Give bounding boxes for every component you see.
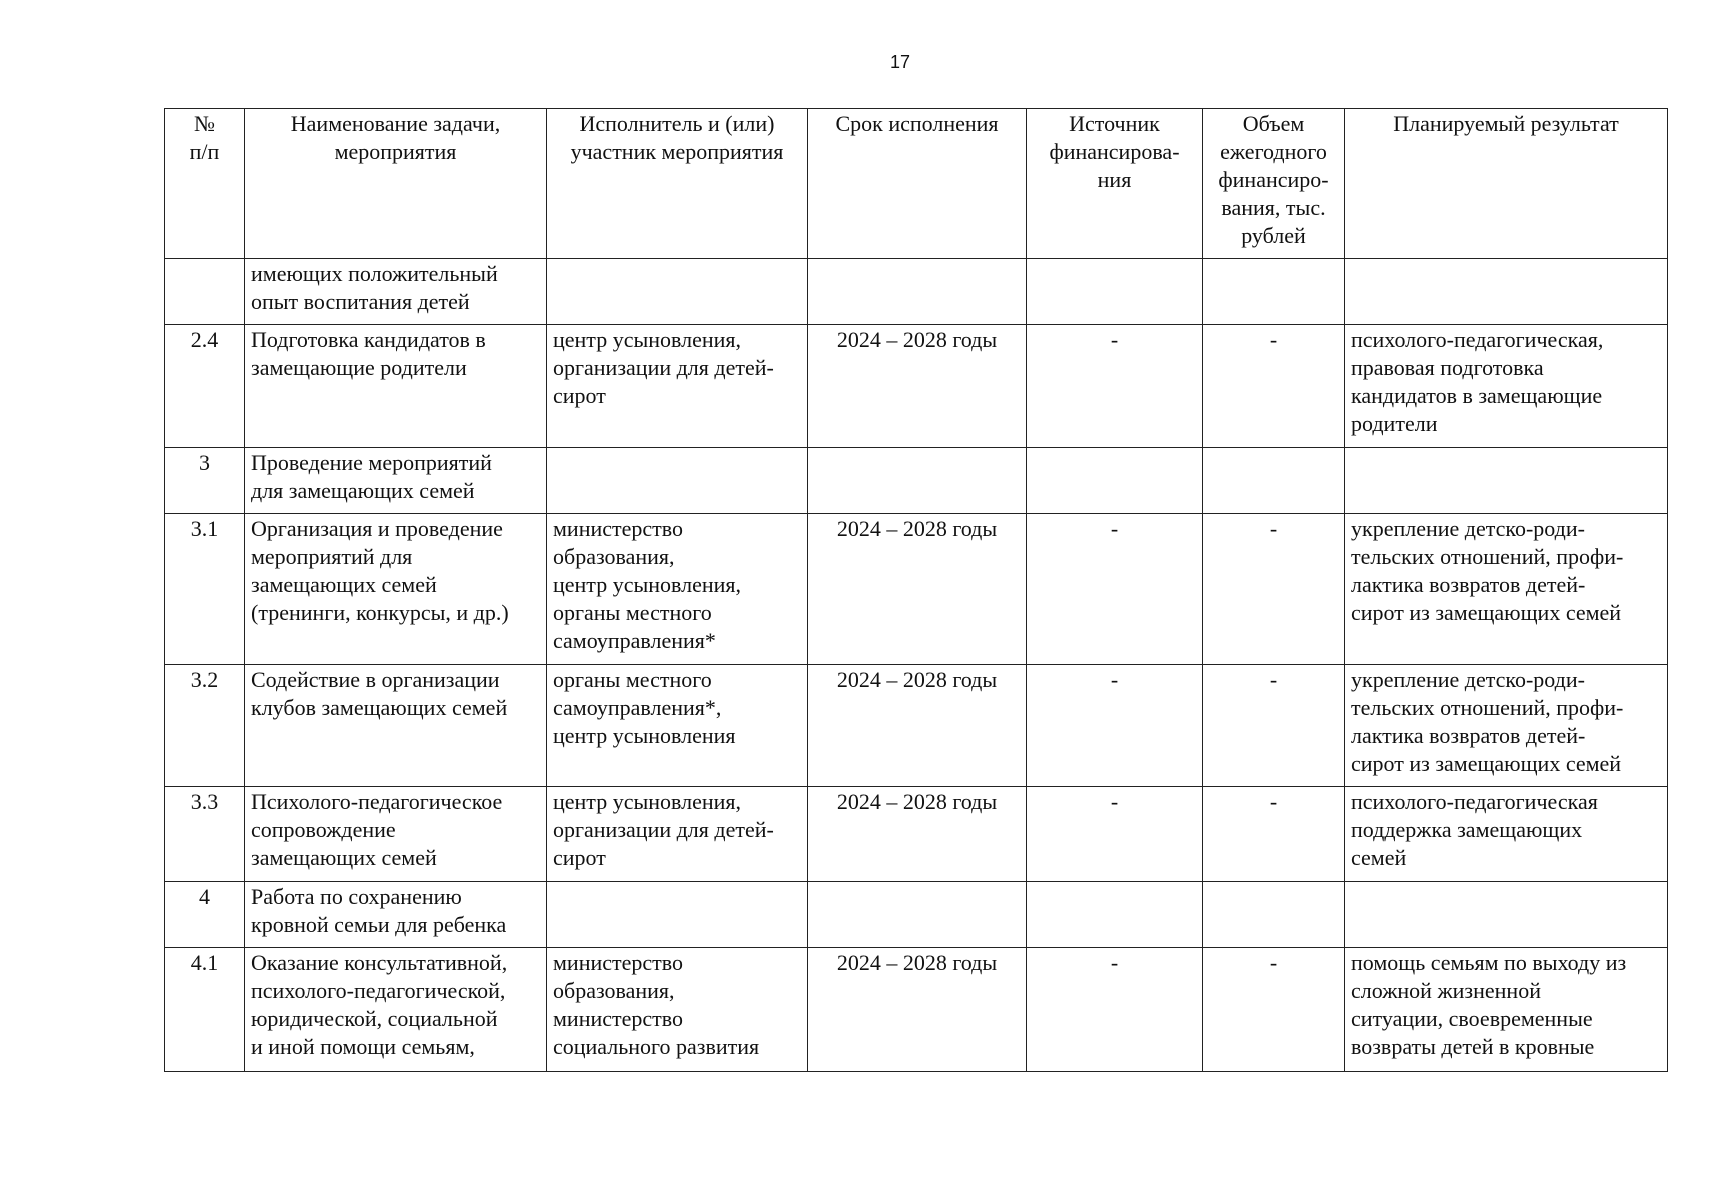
row-result: укрепление детско-роди- тельских отношений, профи- лактика возвратов детей- сирот из замещающих семей [1345, 665, 1668, 787]
row-volume: - [1203, 665, 1345, 787]
row-result [1345, 882, 1668, 948]
header-num: № п/п [165, 109, 245, 259]
row-task: Содействие в организации клубов замещающих семей [245, 665, 547, 787]
row-volume: - [1203, 325, 1345, 448]
table-row [165, 325, 1668, 448]
row-task: Психолого-педагогическое сопровождение замещающих семей [245, 787, 547, 882]
row-executor: центр усыновления, организации для детей- сирот [547, 325, 808, 448]
row-executor: органы местного самоуправления*, центр усыновления [547, 665, 808, 787]
row-result: психолого-педагогическая, правовая подготовка кандидатов в замещающие родители [1345, 325, 1668, 448]
row-source [1027, 259, 1203, 325]
row-num: 3.1 [165, 514, 245, 665]
row-result: укрепление детско-роди- тельских отношений, профи- лактика возвратов детей- сирот из замещающих семей [1345, 514, 1668, 665]
row-task: Работа по сохранению кровной семьи для ребенка [245, 882, 547, 948]
row-term [808, 259, 1027, 325]
row-executor [547, 882, 808, 948]
row-source: - [1027, 514, 1203, 665]
row-executor [547, 448, 808, 514]
row-num: 3.2 [165, 665, 245, 787]
row-volume [1203, 259, 1345, 325]
row-term: 2024 – 2028 годы [808, 948, 1027, 1072]
row-result [1345, 259, 1668, 325]
row-term [808, 882, 1027, 948]
table-row [165, 882, 1668, 948]
row-source: - [1027, 325, 1203, 448]
table-row [165, 948, 1668, 1072]
row-source: - [1027, 948, 1203, 1072]
row-term: 2024 – 2028 годы [808, 514, 1027, 665]
row-term: 2024 – 2028 годы [808, 665, 1027, 787]
row-source: - [1027, 665, 1203, 787]
header-term: Срок исполнения [808, 109, 1027, 259]
row-executor [547, 259, 808, 325]
header-executor: Исполнитель и (или) участник мероприятия [547, 109, 808, 259]
header-task: Наименование задачи, мероприятия [245, 109, 547, 259]
row-volume: - [1203, 514, 1345, 665]
row-source [1027, 882, 1203, 948]
row-source: - [1027, 787, 1203, 882]
table-row [165, 259, 1668, 325]
row-executor: центр усыновления, организации для детей- сирот [547, 787, 808, 882]
row-num [165, 259, 245, 325]
header-volume: Объем ежегодного финансиро- вания, тыс. рублей [1203, 109, 1345, 259]
row-result [1345, 448, 1668, 514]
row-num: 3 [165, 448, 245, 514]
row-term: 2024 – 2028 годы [808, 787, 1027, 882]
row-volume [1203, 448, 1345, 514]
row-result: помощь семьям по выходу из сложной жизненной ситуации, своевременные возвраты детей в кровные [1345, 948, 1668, 1072]
table-row [165, 787, 1668, 882]
header-source: Источник финансирова- ния [1027, 109, 1203, 259]
row-task: Организация и проведение мероприятий для замещающих семей (тренинги, конкурсы, и др.) [245, 514, 547, 665]
row-volume: - [1203, 787, 1345, 882]
header-result: Планируемый результат [1345, 109, 1668, 259]
row-result: психолого-педагогическая поддержка замещающих семей [1345, 787, 1668, 882]
row-task: Проведение мероприятий для замещающих семей [245, 448, 547, 514]
row-num: 2.4 [165, 325, 245, 448]
row-task: Оказание консультативной, психолого-педагогической, юридической, социальной и иной помощи семьям, [245, 948, 547, 1072]
row-volume: - [1203, 948, 1345, 1072]
row-term [808, 448, 1027, 514]
table-row [165, 448, 1668, 514]
row-volume [1203, 882, 1345, 948]
row-num: 4 [165, 882, 245, 948]
activities-table [164, 108, 1668, 1072]
row-executor: министерство образования, центр усыновления, органы местного самоуправления* [547, 514, 808, 665]
row-num: 4.1 [165, 948, 245, 1072]
row-task: имеющих положительный опыт воспитания детей [245, 259, 547, 325]
row-task: Подготовка кандидатов в замещающие родители [245, 325, 547, 448]
row-num: 3.3 [165, 787, 245, 882]
table-row [165, 514, 1668, 665]
row-executor: министерство образования, министерство социального развития [547, 948, 808, 1072]
row-source [1027, 448, 1203, 514]
table-row [165, 665, 1668, 787]
row-term: 2024 – 2028 годы [808, 325, 1027, 448]
page-number: 17 [889, 52, 911, 72]
table-header-row [165, 109, 1668, 259]
